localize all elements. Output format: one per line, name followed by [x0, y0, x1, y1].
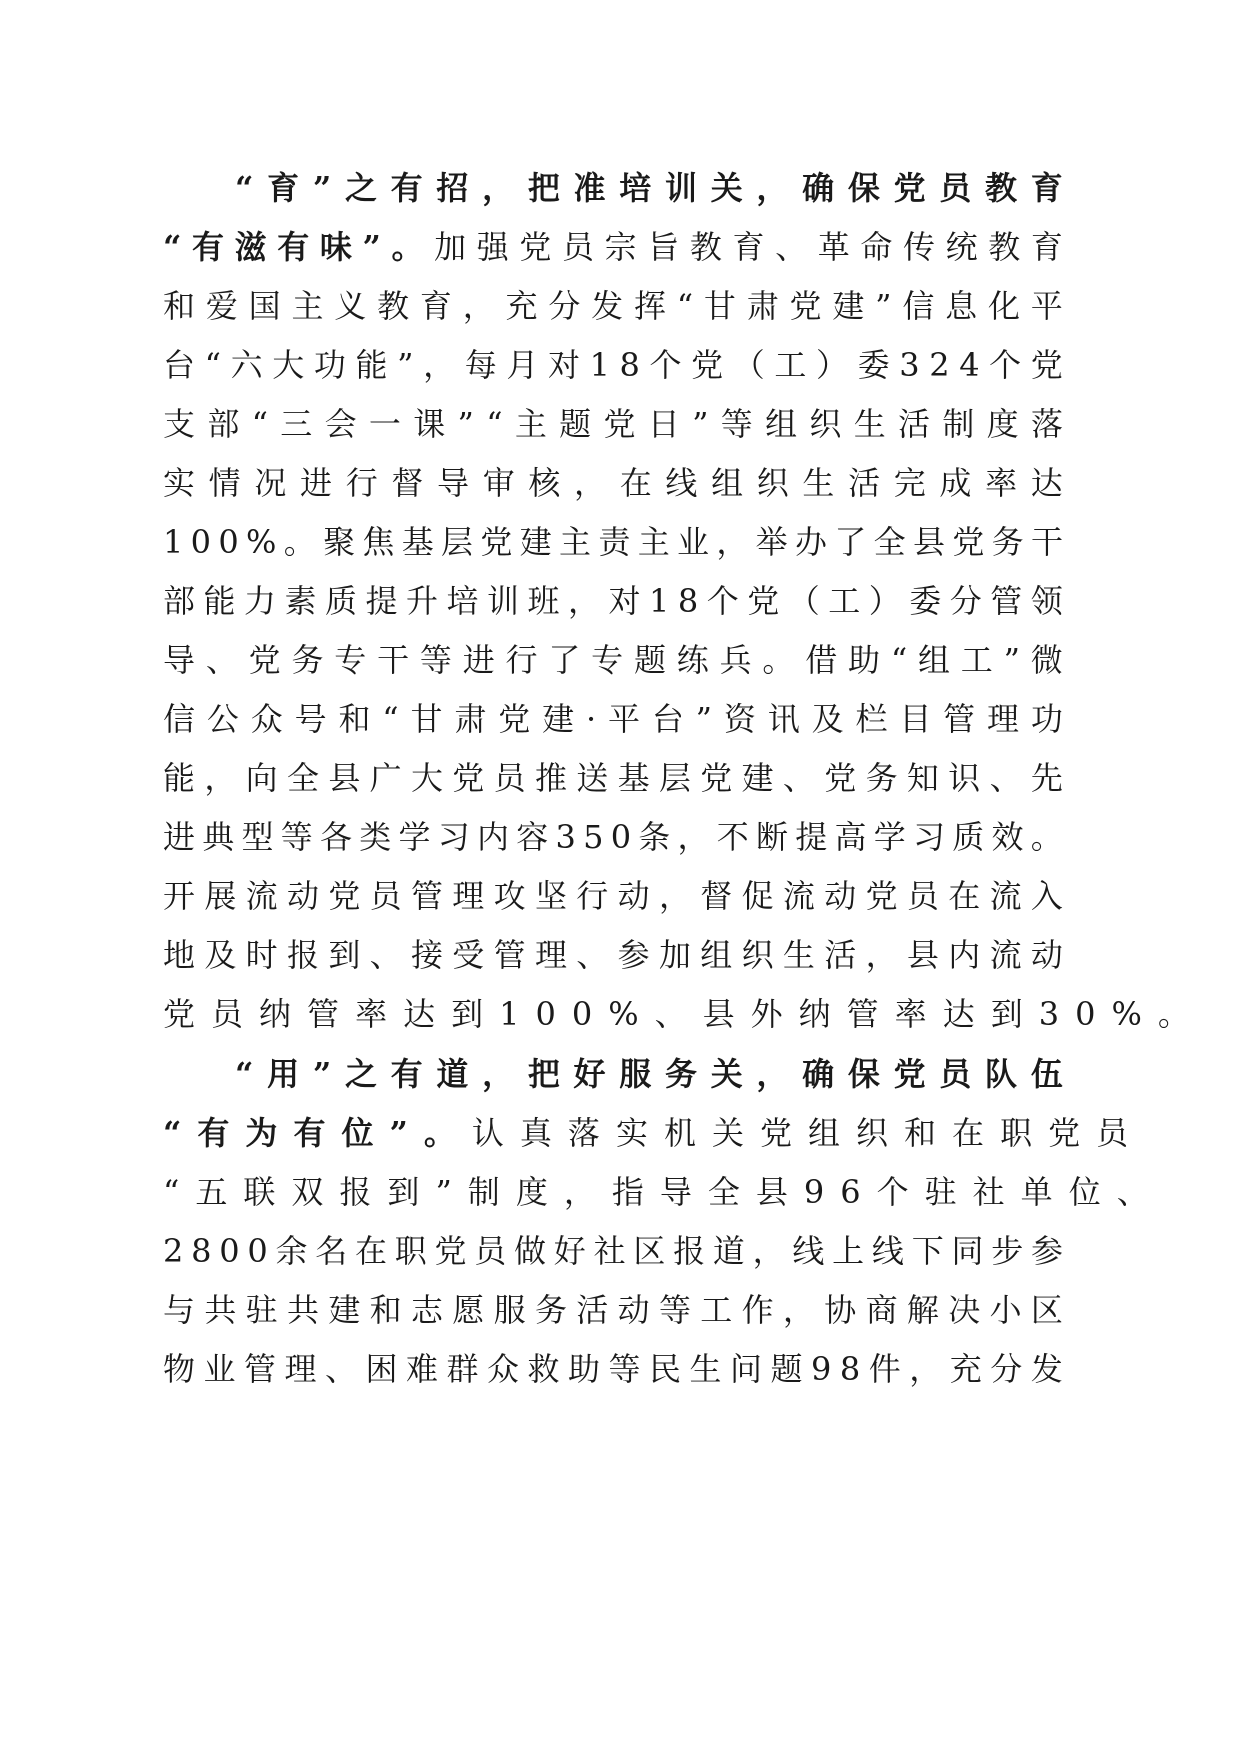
text-line: 进 典 型 等 各 类 学 习 内 容 3 5 0 条 ， 不 断 提 高 学 习 质 效 。 [163, 818, 1063, 856]
text-line: 地 及 时 报 到 、 接 受 管 理 、 参 加 组 织 生 活 ， 县 内 流 动 [163, 936, 1063, 974]
text-line: “ 有 滋 有 味 ” 。 加 强 党 员 宗 旨 教 育 、 革 命 传 统 教 育 [163, 228, 1063, 266]
text-line: “ 有 为 有 位 ” 。 认 真 落 实 机 关 党 组 织 和 在 职 党 员 [163, 1114, 1129, 1152]
text-line: 能 ， 向 全 县 广 大 党 员 推 送 基 层 党 建 、 党 务 知 识 、 先 [163, 759, 1063, 797]
text-line: 物 业 管 理 、 困 难 群 众 救 助 等 民 生 问 题 9 8 件 ， 充 分 发 [163, 1350, 1063, 1388]
text-line: 台 “ 六 大 功 能 ” ， 每 月 对 1 8 个 党 （ 工 ） 委 3 2 4 个 党 [163, 346, 1063, 384]
text-line: 信 公 众 号 和 “ 甘 肃 党 建 · 平 台 ” 资 讯 及 栏 目 管 理 功 [163, 700, 1063, 738]
text-line: 党 员 纳 管 率 达 到 1 0 0 % 、 县 外 纳 管 率 达 到 3 0 % 。 [163, 995, 1190, 1033]
text-line: “ 五 联 双 报 到 ” 制 度 ， 指 导 全 县 9 6 个 驻 社 单 位 、 [163, 1173, 1149, 1211]
text-line: 与 共 驻 共 建 和 志 愿 服 务 活 动 等 工 作 ， 协 商 解 决 小 区 [163, 1291, 1063, 1329]
text-line: “ 育 ” 之 有 招 ， 把 准 培 训 关 ， 确 保 党 员 教 育 [235, 169, 1063, 207]
text-line: 部 能 力 素 质 提 升 培 训 班 ， 对 1 8 个 党 （ 工 ） 委 分 管 领 [163, 582, 1063, 620]
text-line: 开 展 流 动 党 员 管 理 攻 坚 行 动 ， 督 促 流 动 党 员 在 流 入 [163, 877, 1063, 915]
text-line: 2 8 0 0 余 名 在 职 党 员 做 好 社 区 报 道 ， 线 上 线 下 同 步 参 [163, 1232, 1063, 1270]
text-line: 1 0 0 % 。 聚 焦 基 层 党 建 主 责 主 业 ， 举 办 了 全 县 党 务 干 [163, 523, 1063, 561]
text-line: 实 情 况 进 行 督 导 审 核 ， 在 线 组 织 生 活 完 成 率 达 [163, 464, 1063, 502]
text-line: 支 部 “ 三 会 一 课 ” “ 主 题 党 日 ” 等 组 织 生 活 制 度 落 [163, 405, 1063, 443]
text-line: “ 用 ” 之 有 道 ， 把 好 服 务 关 ， 确 保 党 员 队 伍 [235, 1055, 1063, 1093]
text-line: 和 爱 国 主 义 教 育 ， 充 分 发 挥 “ 甘 肃 党 建 ” 信 息 化 平 [163, 287, 1063, 325]
text-line: 导 、 党 务 专 干 等 进 行 了 专 题 练 兵 。 借 助 “ 组 工 ” 微 [163, 641, 1063, 679]
